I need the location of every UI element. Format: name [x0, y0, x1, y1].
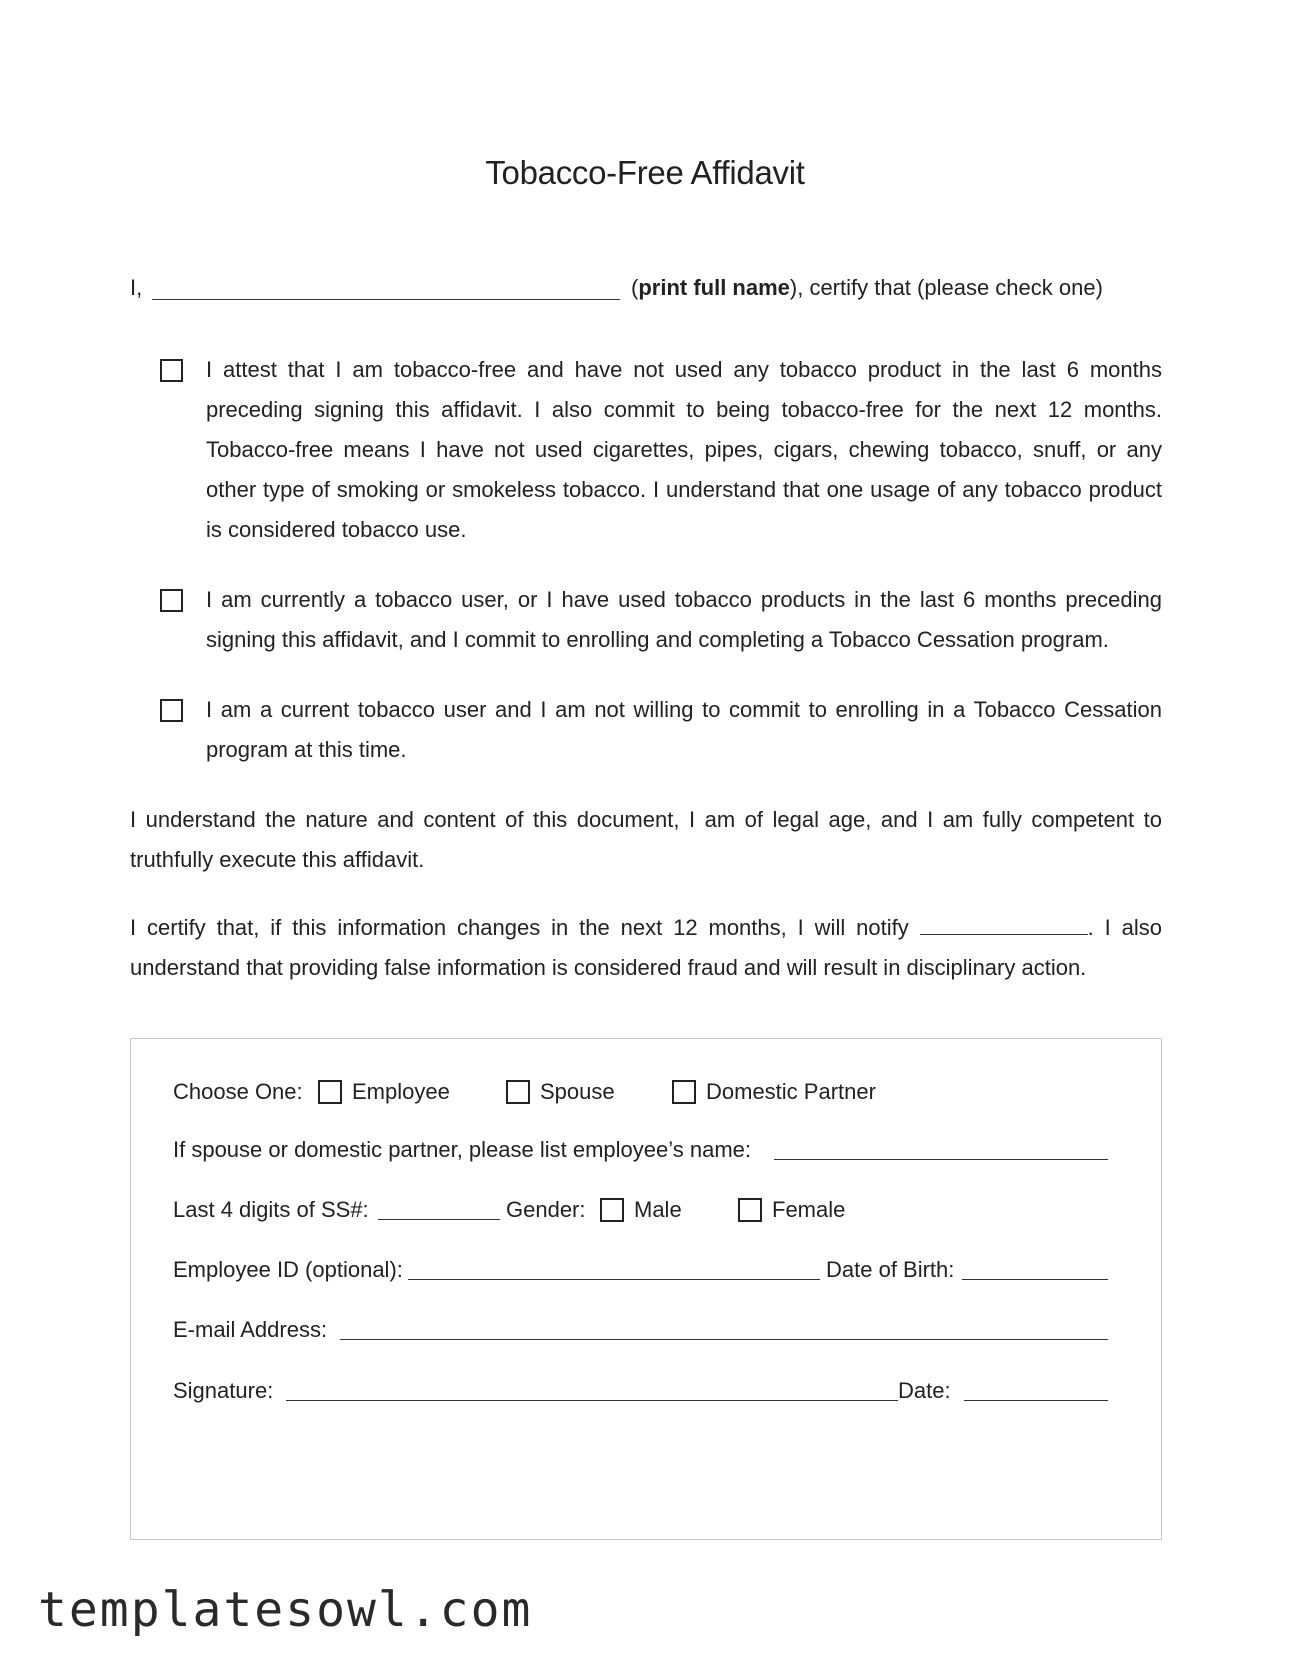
option-not-willing-text: I am a current tobacco user and I am not willing to commit to enrolling in a Tobacco Cessation program at this time.: [206, 697, 1162, 762]
date-label: Date:: [898, 1378, 951, 1403]
female-checkbox[interactable]: [738, 1198, 762, 1222]
full-name-field[interactable]: [152, 299, 620, 300]
gender-label: Gender:: [506, 1197, 586, 1222]
intro-line: [130, 268, 142, 308]
email-field[interactable]: [340, 1339, 1108, 1340]
signature-label: Signature:: [173, 1378, 274, 1403]
dob-label: Date of Birth:: [826, 1257, 955, 1282]
ss-label: Last 4 digits of SS#:: [173, 1197, 369, 1222]
domestic-partner-checkbox[interactable]: [672, 1080, 696, 1104]
understand-paragraph: I understand the nature and content of this document, I am of legal age, and I am fully competent to truthfully execute this affidavit.: [130, 807, 1162, 872]
spouse-label: Spouse: [540, 1079, 615, 1104]
employee-id-field[interactable]: [408, 1279, 820, 1280]
employee-label: Employee: [352, 1079, 450, 1104]
female-label: Female: [772, 1197, 846, 1222]
choose-one-label: Choose One:: [173, 1079, 303, 1104]
certify-after: . I also understand that providing false information is considered fraud and will result in disciplinary action.: [130, 915, 1162, 980]
employee-info-box: [130, 1038, 1162, 1540]
option-cessation-checkbox[interactable]: [160, 589, 183, 612]
email-label: E-mail Address:: [173, 1317, 328, 1342]
signature-field[interactable]: [286, 1400, 898, 1401]
intro-prefix: I,: [130, 275, 143, 300]
certify-before: I certify that, if this information changes in the next 12 months, I will notify: [130, 915, 909, 940]
date-field[interactable]: [964, 1400, 1108, 1401]
spouse-name-label: If spouse or domestic partner, please list employee’s name:: [173, 1137, 752, 1162]
employee-name-field[interactable]: [774, 1159, 1108, 1160]
male-label: Male: [634, 1197, 682, 1222]
intro-suffix: (print full name), certify that (please check one): [631, 275, 1103, 300]
spouse-checkbox[interactable]: [506, 1080, 530, 1104]
employee-checkbox[interactable]: [318, 1080, 342, 1104]
certify-paragraph: [130, 908, 1162, 988]
watermark: templatesowl.com: [38, 1582, 533, 1638]
notify-field[interactable]: [920, 908, 1088, 935]
option-not-willing-checkbox[interactable]: [160, 699, 183, 722]
domestic-partner-label: Domestic Partner: [706, 1079, 876, 1104]
option-tobacco-free-checkbox[interactable]: [160, 359, 183, 382]
male-checkbox[interactable]: [600, 1198, 624, 1222]
dob-field[interactable]: [962, 1279, 1108, 1280]
employee-id-label: Employee ID (optional):: [173, 1257, 403, 1282]
ss-field[interactable]: [378, 1219, 500, 1220]
option-cessation-text: I am currently a tobacco user, or I have used tobacco products in the last 6 months preceding signing this affidavit, and I commit to enrolling and completing a Tobacco Cessation program.: [206, 587, 1162, 652]
option-tobacco-free-text: I attest that I am tobacco-free and have not used any tobacco product in the last 6 months preceding signing this affidavit. I also commit to being tobacco-free for the next 12 months. Tobacco-free means I have not used cigarettes, pipes, cigars, chewing tobacco, snuff, or any other type of smoking or smokeless tobacco. I understand that one usage of any tobacco product is considered tobacco use.: [206, 357, 1162, 542]
page-title: Tobacco-Free Affidavit: [485, 154, 805, 191]
name-hint: print full name: [638, 275, 790, 300]
